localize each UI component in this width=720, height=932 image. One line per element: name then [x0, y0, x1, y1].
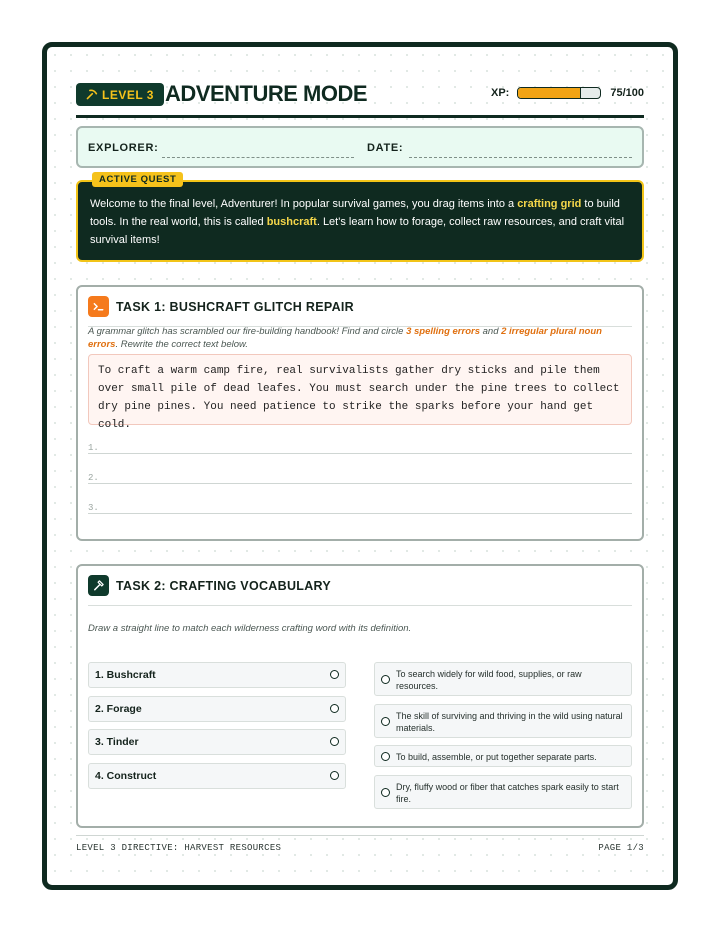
- term-label: 1. Bushcraft: [95, 669, 156, 681]
- instr-emphasis-plural: 2 irregular plural noun errors: [88, 326, 602, 350]
- active-quest-tag: ACTIVE QUEST: [92, 172, 183, 187]
- xp-label: XP:: [491, 87, 510, 99]
- quest-text-part: Welcome to the final level, Adventurer! In popular survival games, you drag items into a: [90, 198, 518, 210]
- term-connector-dot[interactable]: [330, 737, 339, 746]
- term-label: 4. Construct: [95, 770, 157, 782]
- term-item: [88, 729, 346, 755]
- instr-emphasis-spelling: 3 spelling errors: [406, 326, 480, 337]
- quest-text-part: . Let's learn how to forage, collect raw resources, and craft vital survival items!: [90, 216, 625, 246]
- level-badge: [76, 83, 164, 106]
- task-2-title: TASK 2: CRAFTING VOCABULARY: [116, 579, 332, 593]
- worksheet-page: [42, 42, 678, 890]
- definition-text: Dry, fluffy wood or fiber that catches spark easily to start fire.: [396, 782, 619, 804]
- task-1-header: [88, 296, 632, 327]
- term-item: [88, 763, 346, 789]
- task-1-card: [76, 285, 644, 541]
- answer-line-number: 2.: [88, 473, 99, 483]
- definition-item: [374, 745, 632, 767]
- worksheet-content: [76, 47, 644, 885]
- answer-line-1[interactable]: [88, 437, 632, 454]
- level-label: LEVEL 3: [102, 87, 154, 102]
- task-1-title: TASK 1: BUSHCRAFT GLITCH REPAIR: [116, 300, 354, 314]
- answer-line-number: 3.: [88, 503, 99, 513]
- definition-item: [374, 662, 632, 696]
- quest-text-part: to build tools. In the real world, this is called: [90, 198, 620, 228]
- header-divider: [76, 115, 644, 118]
- term-connector-dot[interactable]: [330, 704, 339, 713]
- quest-highlight-crafting-grid: crafting grid: [517, 198, 582, 210]
- xp-progress-bar: [517, 87, 601, 99]
- term-connector-dot[interactable]: [330, 670, 339, 679]
- quest-highlight-bushcraft: bushcraft: [266, 216, 317, 228]
- active-quest-box: [76, 174, 644, 262]
- date-label: DATE:: [367, 142, 404, 154]
- definition-connector-dot[interactable]: [381, 717, 390, 726]
- date-field[interactable]: [409, 157, 632, 158]
- answer-line-3[interactable]: [88, 497, 632, 514]
- definition-text: To build, assemble, or put together separate parts.: [396, 752, 597, 762]
- explorer-label: EXPLORER:: [88, 142, 159, 154]
- term-item: [88, 662, 346, 688]
- footer-directive: LEVEL 3 DIRECTIVE: HARVEST RESOURCES: [76, 843, 282, 853]
- task-2-card: [76, 564, 644, 828]
- instr-part: . Rewrite the correct text below.: [115, 339, 248, 350]
- terminal-icon: [88, 296, 109, 317]
- header: [76, 79, 644, 117]
- page-number: PAGE 1/3: [598, 843, 644, 853]
- instr-part: A grammar glitch has scrambled our fire-building handbook! Find and circle: [88, 326, 407, 337]
- footer: [76, 835, 644, 856]
- answer-line-number: 1.: [88, 443, 99, 453]
- task-2-header: [88, 575, 632, 606]
- instr-part: and: [479, 326, 502, 337]
- task-2-instructions: Draw a straight line to match each wilderness crafting word with its definition.: [88, 623, 412, 634]
- definition-item: [374, 704, 632, 738]
- quest-text: [90, 195, 630, 249]
- xp-value: 75/100: [610, 87, 644, 99]
- definition-connector-dot[interactable]: [381, 788, 390, 797]
- explorer-info-box: [76, 126, 644, 168]
- xp-meter: [491, 87, 644, 99]
- explorer-name-field[interactable]: [162, 157, 354, 158]
- hammer-icon: [88, 575, 109, 596]
- xp-progress-fill: [518, 88, 581, 98]
- term-connector-dot[interactable]: [330, 771, 339, 780]
- glitch-passage: To craft a warm camp fire, real survivalists gather dry sticks and pile them over small pile of dead leafes. You must search under the pine trees to collect dry pine pines. You need patience to strike the sparks before your hand get cold.: [88, 354, 632, 425]
- definition-text: The skill of surviving and thriving in the wild using natural materials.: [396, 711, 623, 733]
- page-title: ADVENTURE MODE: [165, 81, 368, 106]
- definition-text: To search widely for wild food, supplies, or raw resources.: [396, 669, 582, 691]
- definition-connector-dot[interactable]: [381, 675, 390, 684]
- answer-line-2[interactable]: [88, 467, 632, 484]
- definition-item: [374, 775, 632, 809]
- term-label: 2. Forage: [95, 703, 142, 715]
- pickaxe-icon: [85, 88, 98, 101]
- term-item: [88, 696, 346, 722]
- term-label: 3. Tinder: [95, 736, 139, 748]
- definition-connector-dot[interactable]: [381, 752, 390, 761]
- task-1-instructions: [88, 325, 632, 351]
